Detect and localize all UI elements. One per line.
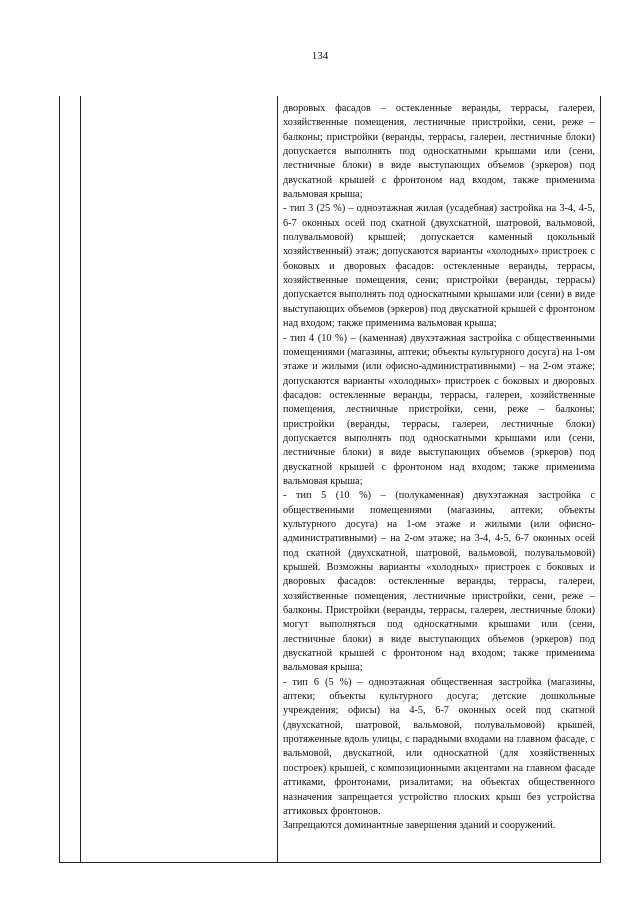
paragraph-type-5: - тип 5 (10 %) – (полукаменная) двухэтажная застройка с общественными помещениями (магазины, аптеки; объекты культурного досуга) на 1-ом этаже и жилыми (или офисно-административными) – на 2-ом этаже; на 3-4, 4-5, 6-7 оконных осей под скатной (двухскатной, шатровой, вальмовой, полувальмовой) крышей. Возможны варианты «холодных» пристроек с боковых и дворовых фасадов: остекленные веранды, террасы, галереи, хозяйственные помещения, лестничные пристройки, сени, реже – балконы. Пристройки (веранды, террасы, галереи, лестничные блоки) могут выполняться под односкатными крышами или (сени, лестничные блоки) в виде выступающих объемов (эркеров) под двускатной крышей с фронтоном над входом; также применима вальмовая крыша; [283, 490, 595, 674]
table-border-bottom [59, 862, 601, 863]
table-column-divider-2 [277, 96, 278, 863]
paragraph-type-3: - тип 3 (25 %) – одноэтажная жилая (усадебная) застройка на 3-4, 4-5, 6-7 оконных осей под скатной (двухскатной, шатровой, вальмовой, полувальмовой) крышей; допускается каменный цокольный хозяйственный) этаж; допускаются варианты «холодных» пристроек с боковых и дворовых фасадов: остекленные веранды, террасы, хозяйственные помещения, сени; пристройки (веранды, террасы) допускается выполнять под односкатными крышами или (сени) в виде выступающих объемов (эркеров) под двускатной крышей с фронтоном над входом; также применима вальмовая крыша; [283, 203, 595, 330]
table-text-cell [283, 102, 595, 834]
paragraph-continuation: дворовых фасадов – остекленные веранды, террасы, галереи, хозяйственные помещения, лестничные пристройки, сени, реже – балконы; пристройки (веранды, террасы, галереи, лестничные блоки) допускается выполнять под односкатными крышами или (сени, лестничные блоки) в виде выступающих объемов (эркеров) под двускатной крышей с фронтоном над входом, также применима вальмовая крыша; [283, 103, 595, 201]
paragraph-type-6: - тип 6 (5 %) – одноэтажная общественная застройка (магазины, аптеки; объекты культурного досуга; детские дошкольные учреждения; офисы) на 4-5, 6-7 оконных осей под скатной (двухскатной, шатровой, вальмовой, полувальмовой) крышей, протяженные вдоль улицы, с парадными входами на главном фасаде, с вальмовой, двускатной, или односкатной (для хозяйственных построек) крышей, с композиционными акцентами на главном фасаде аттиками, фронтонами, ризалитами; на объектах общественного назначения запрещается устройство плоских крыш без устройства аттиковых фронтонов. [283, 676, 595, 817]
table-column-divider-1 [80, 96, 81, 863]
paragraph-type-4: - тип 4 (10 %) – (каменная) двухэтажная застройка с общественными помещениями (магазины, аптеки; объекты культурного досуга) на 1-ом этаже и жилыми (или офисно-административными) – на 2-ом этаже; допускаются варианты «холодных» пристроек с боковых и дворовых фасадов: остекленные веранды, террасы, галереи, хозяйственные помещения, лестничные пристройки, сени, реже – балконы; пристройки (веранды, террасы, галереи, лестничные блоки) допускается выполнять под односкатными крышами или (сени, лестничные блоки) в виде выступающих объемов (эркеров) под двускатной крышей с фронтоном над входом; также применима вальмовая крыша; [283, 332, 595, 487]
table-border-right [600, 96, 601, 863]
table-border-left [59, 96, 60, 863]
page-number: 134 [311, 50, 329, 62]
document-table [59, 96, 601, 863]
paragraph-prohibition: Запрещаются доминантные завершения зданий и сооружений. [283, 820, 556, 832]
